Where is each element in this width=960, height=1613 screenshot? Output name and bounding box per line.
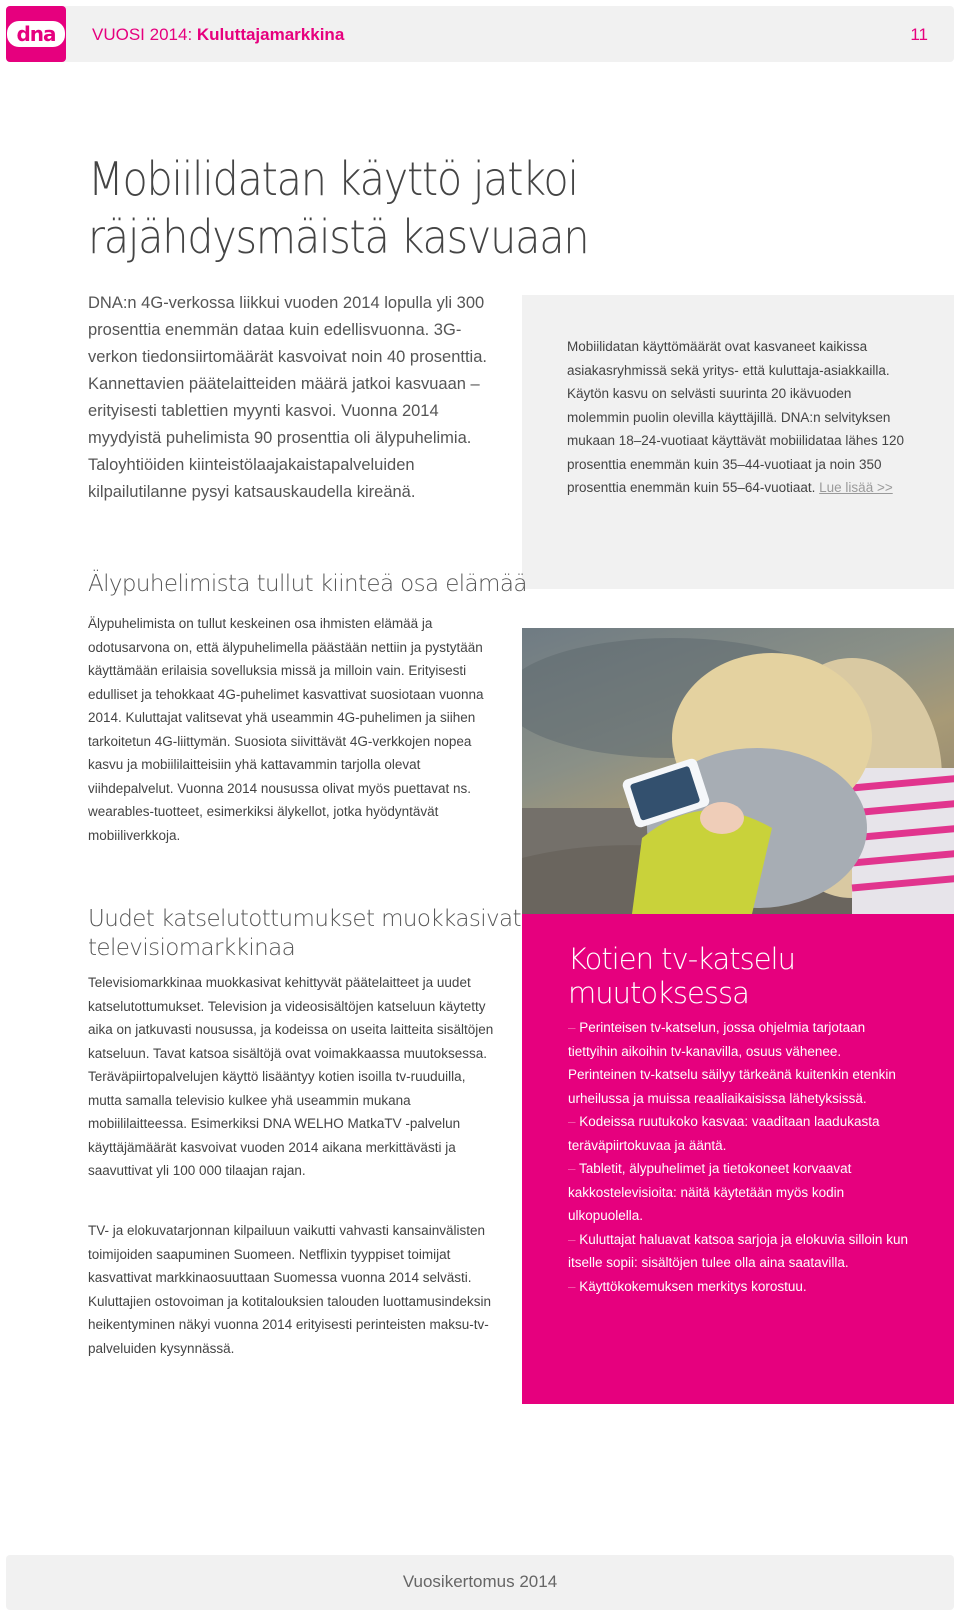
section-body-tv-1: Televisiomarkkinaa muokkasivat kehittyvät päätelaitteet ja uudet katselutottumukset. Television ja videosisältöjen katseluun käytetty aika on jatkuvasti nousussa, ja kodeissa on useita laitteita sisältöjen katseluun. Tavat katsoa sisältöjä ovat voimakkaassa muutoksessa. Teräväpiirtopalvelujen käyttö lisääntyy kotien isoilla tv-ruuduilla, mutta samalla televisio kulkee yhä useammin mukana mobiililaitteessa. Esimerkiksi DNA WELHO MatkaTV -palvelun käyttäjämäärät kasvoivat vuoden 2014 aikana merkittävästi ja saavuttivat yli 100 000 tilaajan rajan. (88, 975, 494, 1178)
tv-viewing-title (568, 942, 928, 1010)
page-title (88, 150, 718, 266)
list-item: – Tabletit, älypuhelimet ja tietokoneet korvaavat kakkostelevisioita: näitä käytetään myös kodin ulkopuolella. (568, 1161, 852, 1223)
info-box-body: Mobiilidatan käyttömäärät ovat kasvaneet kaikissa asiakasryhmissä sekä yritys- että kuluttaja-asiakkailla. Käytön kasvu on selvästi suurinta 20 ikävuoden molemmin puolin olevilla käyttäjillä. DNA:n selvityksen mukaan 18–24-vuotiaat käyttävät mobiilidataa lähes 120 prosenttia enemmän kuin 35–44-vuotiaat ja noin 350 prosenttia enemmän kuin 55–64-vuotiaat. (567, 339, 904, 495)
header-title-prefix: VUOSI 2014: (92, 25, 197, 44)
section-body-smartphones: Älypuhelimista on tullut keskeinen osa ihmisten elämää ja odotusarvona on, että älypuhelimella päästään nettiin ja pystytään käyttämään erilaisia sovelluksia missä ja milloin vain. Erityisesti edulliset ja tehokkaat 4G-puhelimet kasvattivat suosiotaan vuonna 2014. Kuluttajat valitsevat yhä useammin 4G-puhelimen ja siihen tarkoitetun 4G-liittymän. Suosiota siivittävät 4G-verkkojen nopea kasvu ja mobiililaitteisiin yhä kattavammin tarjolla olevat viihdepalvelut. Vuonna 2014 nousussa olivat myös puettavat ns. wearables-tuotteet, esimerkiksi älykellot, jotka hyödyntävät mobiiliverkkoja. (88, 616, 484, 843)
page-footer (6, 1555, 954, 1610)
section-heading-tv (88, 905, 521, 963)
info-box-text (567, 335, 907, 500)
tv-viewing-box (522, 914, 954, 1404)
page-title-line1: Mobiilidatan käyttö jatkoi (88, 152, 578, 206)
dna-logo (6, 6, 66, 62)
footer-text: Vuosikertomus 2014 (402, 1572, 558, 1591)
photo-illustration (522, 628, 954, 914)
list-item-text: Kuluttajat haluavat katsoa sarjoja ja elokuvia silloin kun itselle sopii: sisältöjen tulee olla aina saatavilla. (568, 1231, 908, 1270)
tv-viewing-title-line1: Kotien tv-katselu (568, 942, 795, 976)
header-title (92, 25, 344, 45)
list-item: – Kuluttajat haluavat katsoa sarjoja ja elokuvia silloin kun itselle sopii: sisältöjen tulee olla aina saatavilla. (568, 1231, 908, 1270)
list-item-text: Käyttökokemuksen merkitys korostuu. (579, 1278, 807, 1294)
list-item-text: Perinteisen tv-katselun, jossa ohjelmia tarjotaan tiettyihin aikoihin tv-kanavilla, osuus vähenee. Perinteinen tv-katselu säilyy tärkeänä kuitenkin etenkin urheilussa ja muissa reaaliaikaisissa lähetyksissä. (568, 1020, 896, 1106)
page-header (6, 6, 954, 62)
children-tablet-photo (522, 628, 954, 914)
page-number: 11 (910, 25, 928, 44)
page-title-line2: räjähdysmäistä kasvuaan (88, 210, 589, 264)
header-title-main: Kuluttajamarkkina (196, 25, 345, 44)
list-item-text: Kodeissa ruutukoko kasvaa: vaaditaan laadukasta teräväpiirtokuvaa ja ääntä. (568, 1114, 880, 1153)
lead-paragraph: DNA:n 4G-verkossa liikkui vuoden 2014 lopulla yli 300 prosenttia enemmän dataa kuin edellisvuonna. 3G-verkon tiedonsiirtomäärät kasvoivat noin 40 prosenttia. Kannettavien päätelaitteiden määrä jatkoi kasvuaan – erityisesti tablettien myynti kasvoi. Vuonna 2014 myydyistä puhelimista 90 prosenttia oli älypuhelimia. Taloyhtiöiden kiinteistölaajakaistapalveluiden kilpailutilanne pysyi katsauskaudella kireänä. (88, 294, 487, 501)
list-item: – Kodeissa ruutukoko kasvaa: vaaditaan laadukasta teräväpiirtokuvaa ja ääntä. (568, 1114, 880, 1153)
tv-viewing-list (568, 1016, 908, 1298)
dna-logo-text: dna (7, 21, 64, 47)
list-item: – Perinteisen tv-katselun, jossa ohjelmia tarjotaan tiettyihin aikoihin tv-kanavilla, osuus vähenee. Perinteinen tv-katselu säilyy tärkeänä kuitenkin etenkin urheilussa ja muissa reaaliaikaisissa lähetyksissä. (568, 1020, 896, 1106)
section-body-tv-2: TV- ja elokuvatarjonnan kilpailuun vaikutti vahvasti kansainvälisten toimijoiden saapuminen Suomeen. Netflixin tyyppiset toimijat kasvattivat markkinaosuuttaan Suomessa vuonna 2014 selvästi. Kuluttajien ostovoiman ja kotitalouksien talouden luottamusindeksin heikentyminen näkyi vuonna 2014 erityisesti perinteisten maksu-tv-palveluiden kysynnässä. (88, 1223, 491, 1356)
info-box (522, 295, 954, 589)
section-heading-tv-line2: televisiomarkkinaa (88, 935, 296, 961)
list-item: – Käyttökokemuksen merkitys korostuu. (568, 1278, 807, 1294)
section-heading-smartphones: Älypuhelimista tullut kiinteä osa elämää (88, 571, 527, 597)
read-more-link[interactable]: Lue lisää >> (819, 480, 893, 495)
list-item-text: Tabletit, älypuhelimet ja tietokoneet korvaavat kakkostelevisioita: näitä käytetään myös kodin ulkopuolella. (568, 1161, 852, 1223)
section-heading-tv-line1: Uudet katselutottumukset muokkasivat (88, 906, 521, 932)
tv-viewing-title-line2: muutoksessa (568, 976, 749, 1010)
